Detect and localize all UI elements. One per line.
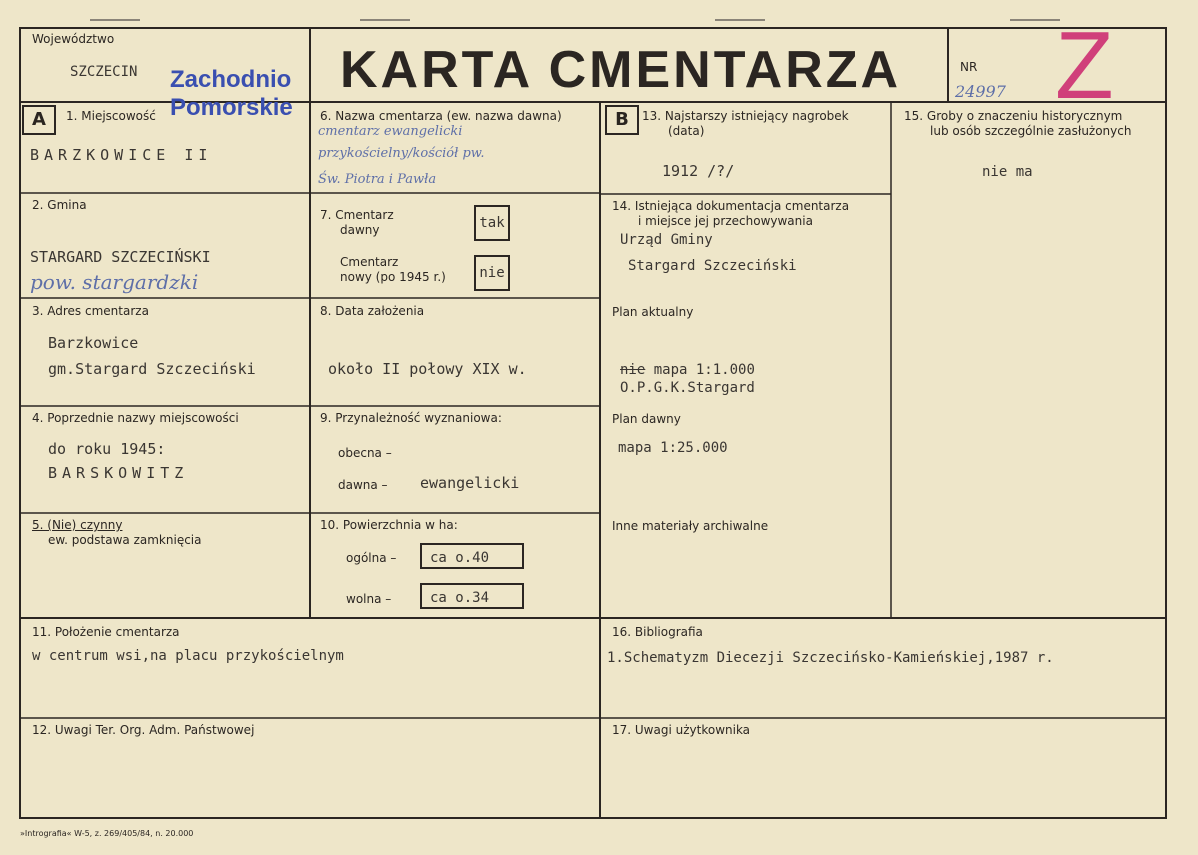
field-9-label: 9. Przynależność wyznaniowa:	[320, 411, 502, 425]
plan-aktualny-value2: O.P.G.K.Stargard	[620, 380, 755, 396]
field-10-ogolna-label: ogólna –	[346, 551, 397, 565]
field-3-label: 3. Adres cmentarza	[32, 304, 149, 318]
field-14-line2: Stargard Szczeciński	[628, 258, 797, 274]
printer-footer: »Intrografia« W-5, z. 269/405/84, n. 20.000	[20, 829, 194, 838]
field-10-wolna-label: wolna –	[346, 592, 392, 606]
voivodeship-value: SZCZECIN	[70, 64, 138, 80]
field-12-label: 12. Uwagi Ter. Org. Adm. Państwowej	[32, 723, 255, 737]
field-9-obecna-label: obecna –	[338, 446, 392, 460]
plan-dawny-value: mapa 1:25.000	[618, 440, 728, 456]
field-11-label: 11. Położenie cmentarza	[32, 625, 180, 639]
field-13-label: 13. Najstarszy istniejący nagrobek	[642, 109, 849, 123]
field-16-value: 1.Schematyzm Diecezji Szczecińsko-Kamieńskiej,1987 r.	[607, 650, 1054, 666]
field-1-value: BARZKOWICE II	[30, 146, 213, 164]
category-mark: Z	[1055, 12, 1114, 119]
nr-label: NR	[960, 60, 978, 74]
field-11-value: w centrum wsi,na placu przykościelnym	[32, 648, 344, 664]
field-2-handwritten: pow. stargardzki	[30, 270, 199, 294]
plan-aktualny-row	[620, 362, 755, 378]
field-5-label2: ew. podstawa zamknięcia	[48, 533, 202, 547]
field-7-dawny-box: tak	[474, 205, 510, 241]
field-13-label2: (data)	[668, 124, 705, 138]
region-stamp-line1: Zachodnio	[170, 66, 292, 93]
field-7-label: 7. Cmentarz	[320, 208, 394, 222]
field-14-label2: i miejsce jej przechowywania	[638, 214, 813, 228]
field-9-dawna-label: dawna –	[338, 478, 388, 492]
field-10-label: 10. Powierzchnia w ha:	[320, 518, 458, 532]
field-6-handwritten-2: przykościelny/kościół pw.	[318, 146, 485, 161]
field-8-value: około II połowy XIX w.	[328, 360, 527, 378]
plan-aktualny-value: mapa 1:1.000	[653, 362, 755, 378]
field-4-line1: do roku 1945:	[48, 440, 166, 458]
plan-aktualny-strike: nie	[620, 362, 646, 378]
card-title: KARTA CMENTARZA	[340, 41, 902, 99]
inne-materialy-label: Inne materiały archiwalne	[612, 519, 769, 533]
field-4-line2: BARSKOWITZ	[48, 464, 189, 482]
section-b-badge: B	[605, 105, 639, 135]
field-9-dawna-value: ewangelicki	[420, 474, 520, 492]
field-2-label: 2. Gmina	[32, 198, 87, 212]
field-15-label2: lub osób szczególnie zasłużonych	[930, 124, 1132, 138]
field-10-wolna-box: ca o.34	[420, 583, 524, 609]
nr-value: 24997	[955, 82, 1006, 101]
field-10-ogolna-box: ca o.40	[420, 543, 524, 569]
field-5-label: 5. (Nie) czynny	[32, 518, 123, 532]
region-stamp	[170, 66, 293, 122]
field-13-value: 1912 /?/	[662, 162, 735, 180]
field-7-nowy-label2: nowy (po 1945 r.)	[340, 270, 446, 284]
plan-dawny-label: Plan dawny	[612, 412, 681, 426]
field-2-value: STARGARD SZCZECIŃSKI	[30, 248, 211, 266]
field-6-handwritten-3: Św. Piotra i Pawła	[318, 172, 437, 187]
field-7-label2: dawny	[340, 223, 380, 237]
field-7-nowy-box: nie	[474, 255, 510, 291]
region-stamp-line2: Pomorskie	[170, 94, 293, 121]
field-3-line2: gm.Stargard Szczeciński	[48, 360, 256, 378]
section-a-badge: A	[22, 105, 56, 135]
field-1-label: 1. Miejscowość	[66, 109, 156, 123]
voivodeship-label: Województwo	[32, 32, 115, 46]
field-8-label: 8. Data założenia	[320, 304, 425, 318]
field-15-value: nie ma	[982, 164, 1033, 180]
field-16-label: 16. Bibliografia	[612, 625, 703, 639]
field-3-line1: Barzkowice	[48, 334, 139, 352]
field-17-label: 17. Uwagi użytkownika	[612, 723, 751, 737]
field-15-label: 15. Groby o znaczeniu historycznym	[904, 109, 1123, 123]
field-14-line1: Urząd Gminy	[620, 232, 713, 248]
field-14-label: 14. Istniejąca dokumentacja cmentarza	[612, 199, 850, 213]
field-7-nowy-label: Cmentarz	[340, 255, 399, 269]
field-4-label: 4. Poprzednie nazwy miejscowości	[32, 411, 239, 425]
plan-aktualny-label: Plan aktualny	[612, 305, 694, 319]
field-6-handwritten-1: cmentarz ewangelicki	[318, 124, 463, 139]
field-6-label: 6. Nazwa cmentarza (ew. nazwa dawna)	[320, 109, 562, 123]
